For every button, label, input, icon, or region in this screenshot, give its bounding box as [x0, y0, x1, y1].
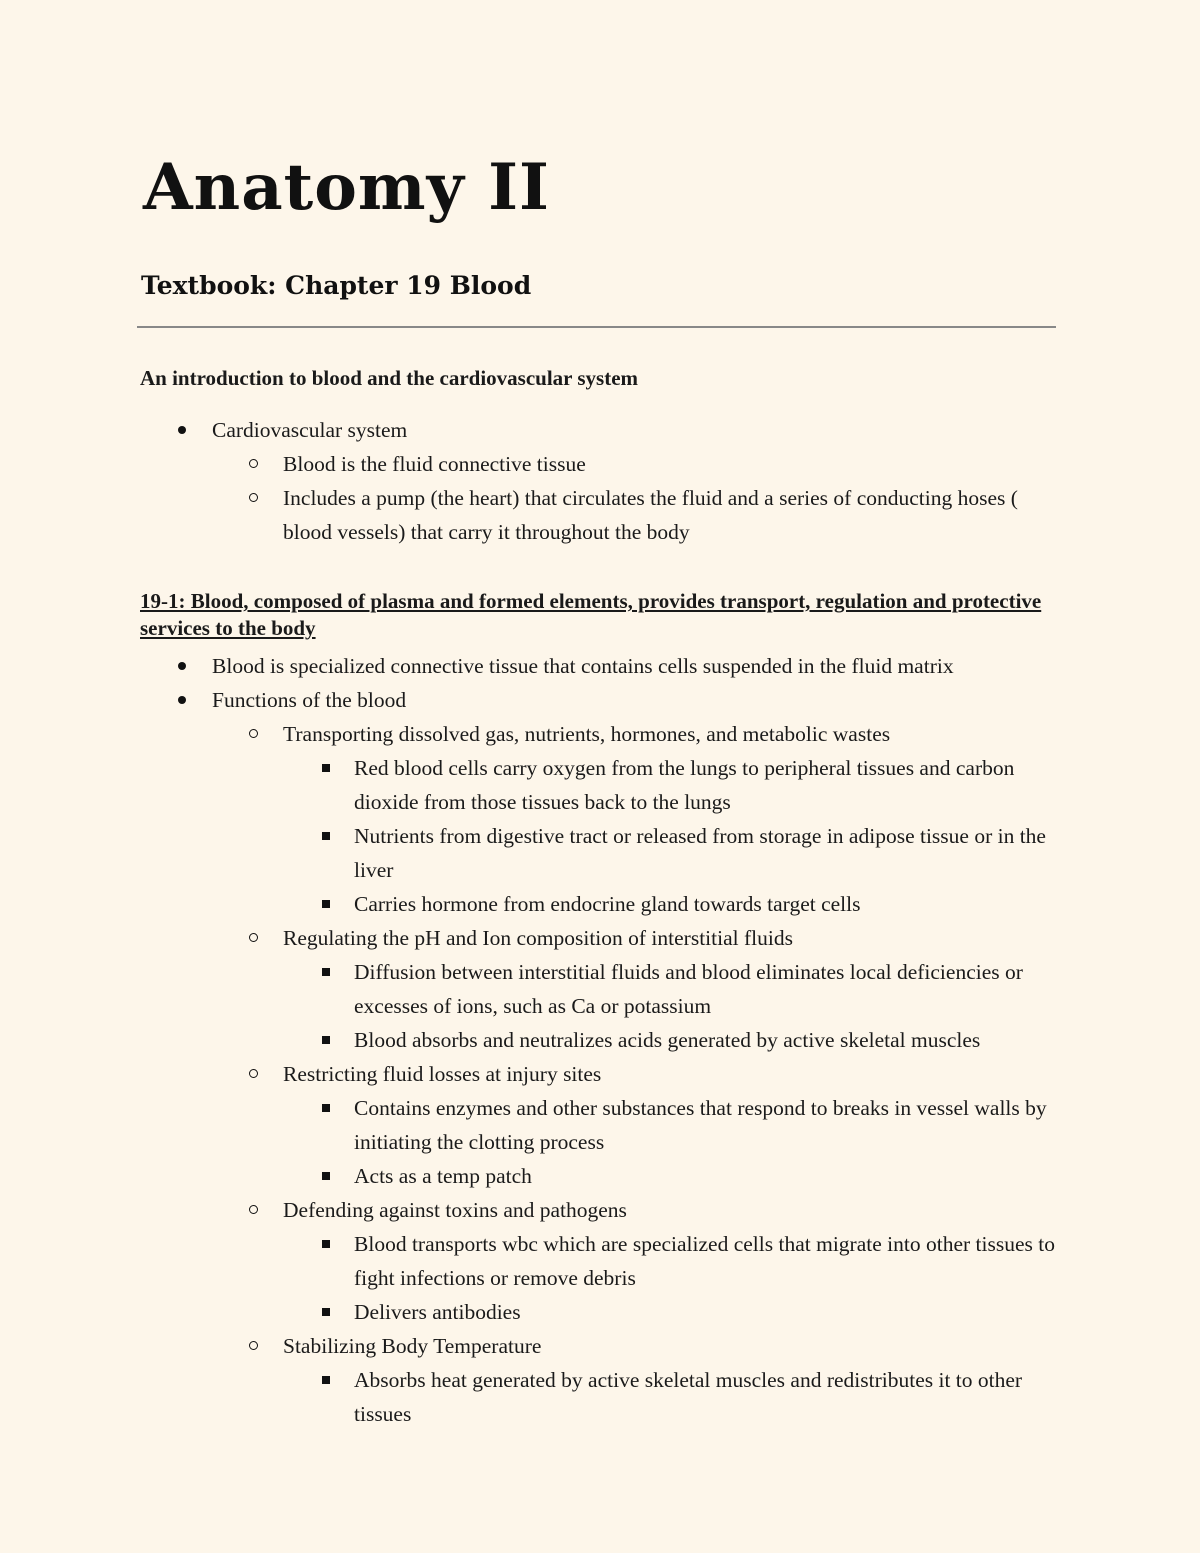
list-item-text: Cardiovascular system [212, 418, 408, 442]
list-item-text: Defending against toxins and pathogens [283, 1198, 627, 1222]
list-item-text: Nutrients from digestive tract or released from storage in adipose tissue or in the liver [354, 824, 1046, 882]
list-item-level-2 [212, 717, 1060, 921]
sub-sub-list [212, 751, 1060, 921]
list-item-level-3 [283, 819, 1060, 887]
hollow-bullet-icon [249, 1069, 258, 1078]
list-item-level-2 [212, 481, 1060, 549]
square-bullet-icon [322, 1376, 330, 1384]
list-item-text: Transporting dissolved gas, nutrients, hormones, and metabolic wastes [283, 722, 891, 746]
list-item-text: Diffusion between interstitial fluids and blood eliminates local deficiencies or excesses of ions, such as Ca or potassium [354, 960, 1023, 1018]
filled-bullet-icon [178, 426, 186, 434]
list-item-text: Blood is the fluid connective tissue [283, 452, 586, 476]
list-item-text: Stabilizing Body Temperature [283, 1334, 542, 1358]
section-bullet-list [140, 649, 1060, 1431]
square-bullet-icon [322, 764, 330, 772]
square-bullet-icon [322, 968, 330, 976]
list-item-text: Blood absorbs and neutralizes acids generated by active skeletal muscles [354, 1028, 981, 1052]
list-item-text: Absorbs heat generated by active skeletal muscles and redistributes it to other tissues [354, 1368, 1023, 1426]
list-item-text: Carries hormone from endocrine gland towards target cells [354, 892, 861, 916]
hollow-bullet-icon [249, 493, 258, 502]
sub-list [140, 447, 1060, 549]
list-item-level-3 [283, 1159, 1060, 1193]
sub-sub-list [212, 1363, 1060, 1431]
list-item-level-2 [212, 1329, 1060, 1431]
sub-sub-list [212, 1227, 1060, 1329]
square-bullet-icon [322, 1308, 330, 1316]
list-item-level-3 [283, 1227, 1060, 1295]
square-bullet-icon [322, 1104, 330, 1112]
list-item-level-3 [283, 1295, 1060, 1329]
square-bullet-icon [322, 900, 330, 908]
sub-sub-list [212, 955, 1060, 1057]
list-item-level-2 [212, 1193, 1060, 1329]
document-body [140, 362, 1060, 1431]
list-item-level-3 [283, 1091, 1060, 1159]
list-item-level-3 [283, 1363, 1060, 1431]
list-item-level-3 [283, 1023, 1060, 1057]
hollow-bullet-icon [249, 933, 258, 942]
hollow-bullet-icon [249, 1205, 258, 1214]
sub-sub-list [212, 1091, 1060, 1193]
list-item-level-2 [212, 447, 1060, 481]
list-item-level-2 [212, 921, 1060, 1057]
list-item-text: Includes a pump (the heart) that circulates the fluid and a series of conducting hoses ( blood vessels) that carry it throughout the body [283, 486, 1018, 544]
list-item-text: Regulating the pH and Ion composition of interstitial fluids [283, 926, 793, 950]
list-item-text: Functions of the blood [212, 688, 407, 712]
list-item-level-3 [283, 751, 1060, 819]
intro-heading: An introduction to blood and the cardiovascular system [140, 366, 639, 390]
list-item-level-2 [212, 1057, 1060, 1193]
list-item-level-3 [283, 955, 1060, 1023]
square-bullet-icon [322, 832, 330, 840]
list-item-text: Acts as a temp patch [354, 1164, 532, 1188]
horizontal-divider [137, 326, 1056, 328]
document-subtitle: Textbook: Chapter 19 Blood [141, 271, 532, 300]
list-item-level-1 [140, 649, 1060, 683]
sub-list [140, 717, 1060, 1431]
list-item-text: Blood transports wbc which are specialized cells that migrate into other tissues to fight infections or remove debris [354, 1232, 1055, 1290]
intro-bullet-list [140, 413, 1060, 549]
hollow-bullet-icon [249, 1341, 258, 1350]
list-item-level-3 [283, 887, 1060, 921]
hollow-bullet-icon [249, 729, 258, 738]
document-title: Anatomy II [143, 150, 550, 225]
list-item-text: Restricting fluid losses at injury sites [283, 1062, 602, 1086]
list-item-text: Red blood cells carry oxygen from the lungs to peripheral tissues and carbon dioxide from those tissues back to the lungs [354, 756, 1015, 814]
square-bullet-icon [322, 1240, 330, 1248]
square-bullet-icon [322, 1172, 330, 1180]
list-item-level-1 [140, 413, 1060, 549]
list-item-text: Delivers antibodies [354, 1300, 521, 1324]
section-heading: 19-1: Blood, composed of plasma and formed elements, provides transport, regulation and protective services to the body [140, 589, 1042, 640]
square-bullet-icon [322, 1036, 330, 1044]
list-item-text: Blood is specialized connective tissue that contains cells suspended in the fluid matrix [212, 654, 954, 678]
filled-bullet-icon [178, 662, 186, 670]
list-item-text: Contains enzymes and other substances that respond to breaks in vessel walls by initiating the clotting process [354, 1096, 1047, 1154]
filled-bullet-icon [178, 696, 186, 704]
hollow-bullet-icon [249, 459, 258, 468]
list-item-level-1 [140, 683, 1060, 1431]
